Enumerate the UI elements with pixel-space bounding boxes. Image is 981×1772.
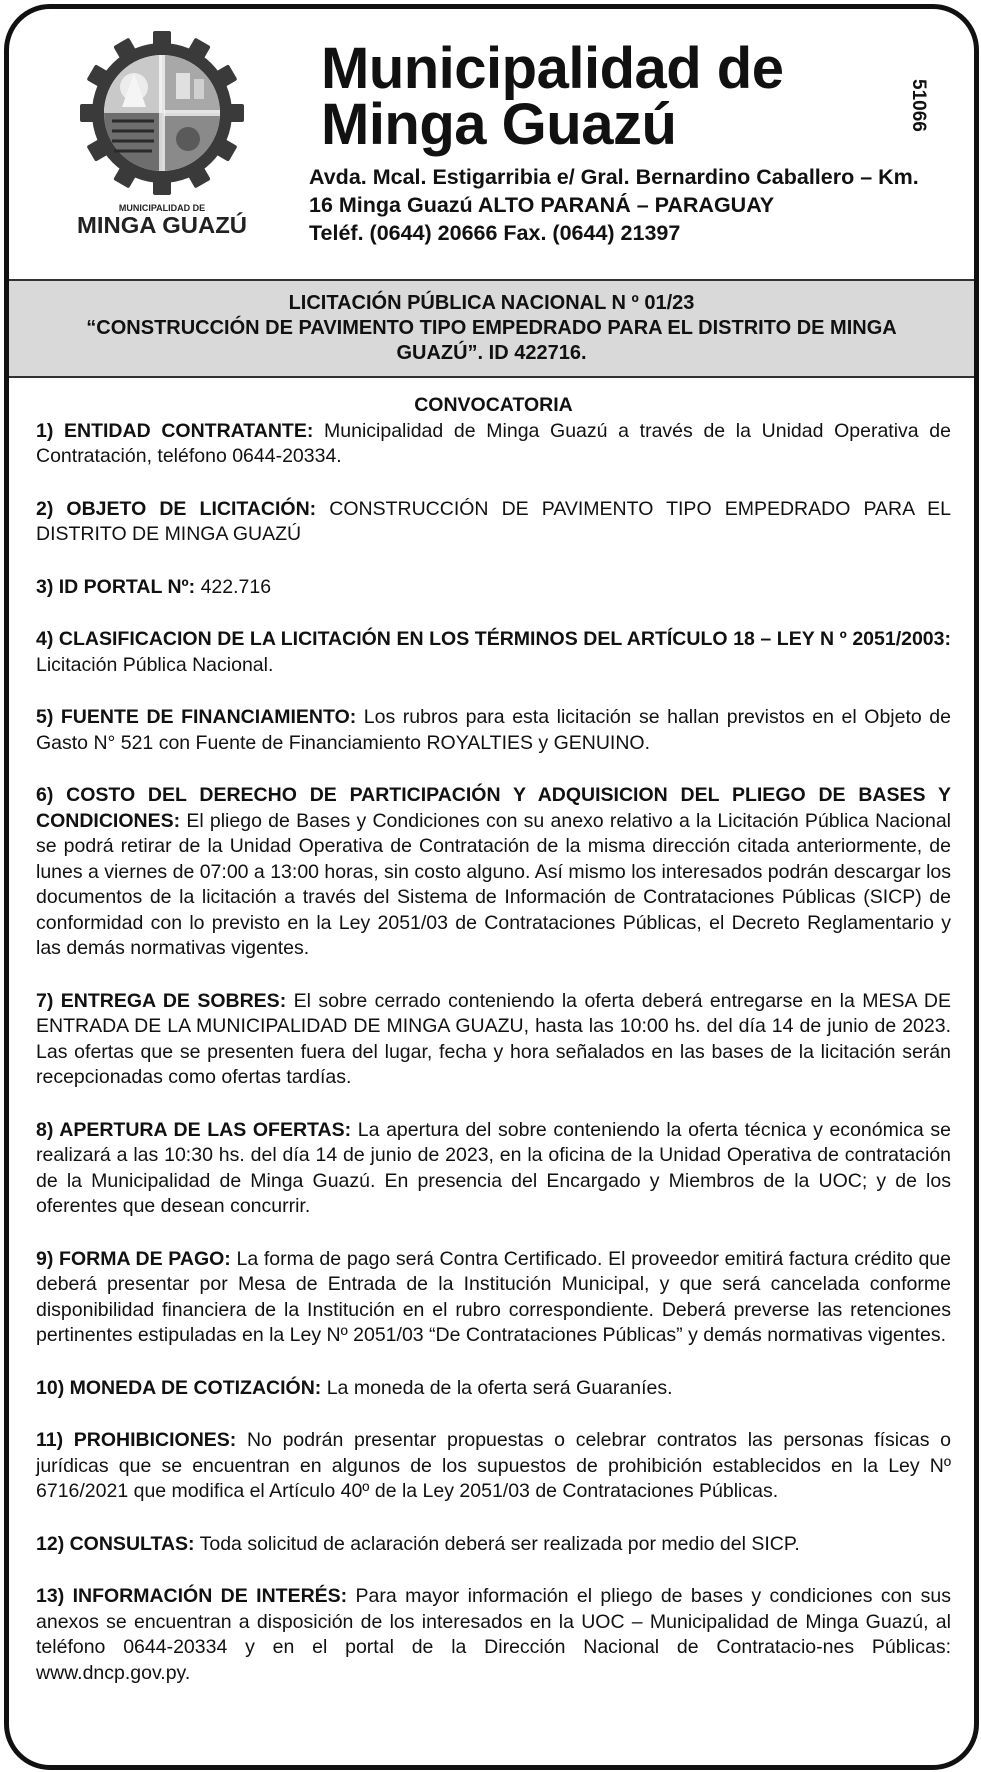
section-text: Municipalidad de Minga Guazú a través de la Unidad Operativa de Contratación, teléfono 0644-20334.	[36, 419, 951, 467]
section-text: La forma de pago será Contra Certificado. El proveedor emitirá factura crédito que deberá presentar por Mesa de Entrada de la Institución Municipal, y que será cancelada conforme disponibilidad financiera de la Institución en el rubro correspondiente. Deberá preverse las retenciones pertinentes estipuladas en la Ley Nº 2051/03 “De Contrataciones Públicas” y demás normativas vigentes.	[36, 1247, 951, 1346]
title-line-2: Minga Guazú	[321, 92, 677, 157]
section-label: 9) FORMA DE PAGO:	[36, 1247, 231, 1270]
section-label: 10) MONEDA DE COTIZACIÓN:	[36, 1376, 322, 1399]
section-text: Licitación Pública Nacional.	[36, 653, 274, 676]
notice-body	[36, 393, 951, 1713]
phone-fax-line: Teléf. (0644) 20666 Fax. (0644) 21397	[309, 221, 681, 245]
section-forma-pago	[36, 1247, 951, 1349]
section-objeto	[36, 497, 951, 548]
notice-frame	[4, 4, 979, 1770]
section-text: Para mayor información el pliego de bases y condiciones con sus anexos se encuentran a disposición de los interesados en la UOC – Municipalidad de Minga Guazú, al teléfono 0644-20334 y en el portal de la Dirección Nacional de Contratacio-nes Públicas: www.dncp.gov.py.	[36, 1585, 951, 1684]
section-label: 12) CONSULTAS:	[36, 1532, 195, 1555]
section-label: 6) COSTO DEL DERECHO DE PARTICIPACIÓN Y ADQUISICION DEL PLIEGO DE BASES Y CONDICIONES:	[36, 784, 951, 832]
ad-code: 51066	[908, 79, 929, 132]
convocatoria-heading: CONVOCATORIA	[414, 394, 573, 416]
section-apertura	[36, 1118, 951, 1220]
section-text: El sobre cerrado conteniendo la oferta deberá entregarse en la MESA DE ENTRADA DE LA MUNICIPALIDAD DE MINGA GUAZU, hasta las 10:00 hs. del día 14 de junio de 2023. Las ofertas que se presenten fuera del lugar, fecha y hora señalados en las bases de la licitación serán recepcionadas como ofertas tardías.	[36, 989, 951, 1088]
tender-subject-line-1: “CONSTRUCCIÓN DE PAVIMENTO TIPO EMPEDRADO PARA EL DISTRITO DE MINGA	[86, 317, 897, 339]
section-moneda	[36, 1376, 951, 1402]
section-financiamiento	[36, 705, 951, 756]
contact-address	[309, 163, 919, 247]
section-entidad	[36, 419, 951, 470]
section-label: 1) ENTIDAD CONTRATANTE:	[36, 419, 314, 442]
page-title	[321, 36, 784, 157]
tender-title-band	[9, 279, 974, 378]
section-prohibiciones	[36, 1428, 951, 1505]
title-line-1: Municipalidad de	[321, 36, 784, 101]
section-text: No podrán presentar propuestas o celebrar contratos las personas físicas o jurídicas que se encuentran en algunos de los supuestos de prohibición establecidos en la Ley Nº 6716/2021 que modifica el Artículo 40º de la Ley 2051/03 de Contrataciones Públicas.	[36, 1429, 951, 1502]
section-label: 5) FUENTE DE FINANCIAMIENTO:	[36, 706, 357, 728]
municipal-seal-logo	[67, 31, 257, 246]
header	[9, 9, 974, 281]
section-label: 11) PROHIBICIONES:	[36, 1429, 237, 1451]
section-text: 422.716	[195, 575, 272, 598]
address-line-2: 16 Minga Guazú ALTO PARANÁ – PARAGUAY	[309, 193, 775, 217]
section-clasificacion	[36, 627, 951, 678]
section-text: CONSTRUCCIÓN DE PAVIMENTO TIPO EMPEDRADO PARA EL DISTRITO DE MINGA GUAZÚ	[36, 497, 951, 545]
section-label: 8) APERTURA DE LAS OFERTAS:	[36, 1118, 352, 1141]
address-line-1: Avda. Mcal. Estigarribia e/ Gral. Bernardino Caballero – Km.	[309, 165, 919, 189]
section-label: 3) ID PORTAL Nº:	[36, 575, 196, 598]
section-text: La apertura del sobre conteniendo la oferta técnica y económica se realizará a las 10:30 hs. del día 14 de junio de 2023, en la oficina de la Unidad Operativa de contratación de la Municipalidad de Minga Guazú. En presencia del Encargado y Miembros de la UOC; y de los oferentes que desean concurrir.	[36, 1118, 951, 1217]
section-entrega-sobres	[36, 989, 951, 1091]
section-text: Toda solicitud de aclaración deberá ser realizada por medio del SICP.	[194, 1532, 800, 1555]
section-label: 2) OBJETO DE LICITACIÓN:	[36, 497, 317, 520]
tender-number: LICITACIÓN PÚBLICA NACIONAL N º 01/23	[288, 292, 695, 314]
tender-subject-line-2: GUAZÚ”. ID 422716.	[396, 342, 587, 364]
section-consultas	[36, 1532, 951, 1558]
logo-caption-big: MINGA GUAZÚ	[77, 212, 241, 238]
section-text: El pliego de Bases y Condiciones con su anexo relativo a la Licitación Pública Nacional se podrá retirar de la Unidad Operativa de Contratación de la misma dirección citada anteriormente, de lunes a viernes de 07:00 a 13:00 horas, sin costo alguno. Así mismo los interesados podrán descargar los documentos de la licitación a través del Sistema de Información de Contrataciones Públicas (SICP) de conformidad con lo previsto en la Ley 2051/03 de Contrataciones Públicas, el Decreto Reglamentario y las demás normativas vigentes.	[36, 809, 951, 959]
section-label: 13) INFORMACIÓN DE INTERÉS:	[36, 1585, 348, 1607]
section-informacion	[36, 1584, 951, 1686]
section-costo-pliego	[36, 783, 951, 962]
section-label: 4) CLASIFICACION DE LA LICITACIÓN EN LOS TÉRMINOS DEL ARTÍCULO 18 – LEY N º 2051/2003:	[36, 628, 951, 650]
section-text: Los rubros para esta licitación se hallan previstos en el Objeto de Gasto N° 521 con Fuente de Financiamiento ROYALTIES y GENUINO.	[36, 706, 951, 754]
section-text: La moneda de la oferta será Guaraníes.	[321, 1376, 673, 1399]
cog-emblem-icon	[80, 31, 244, 195]
section-id-portal	[36, 575, 951, 601]
logo-caption-small: MUNICIPALIDAD DE	[118, 203, 206, 213]
section-label: 7) ENTREGA DE SOBRES:	[36, 989, 287, 1012]
